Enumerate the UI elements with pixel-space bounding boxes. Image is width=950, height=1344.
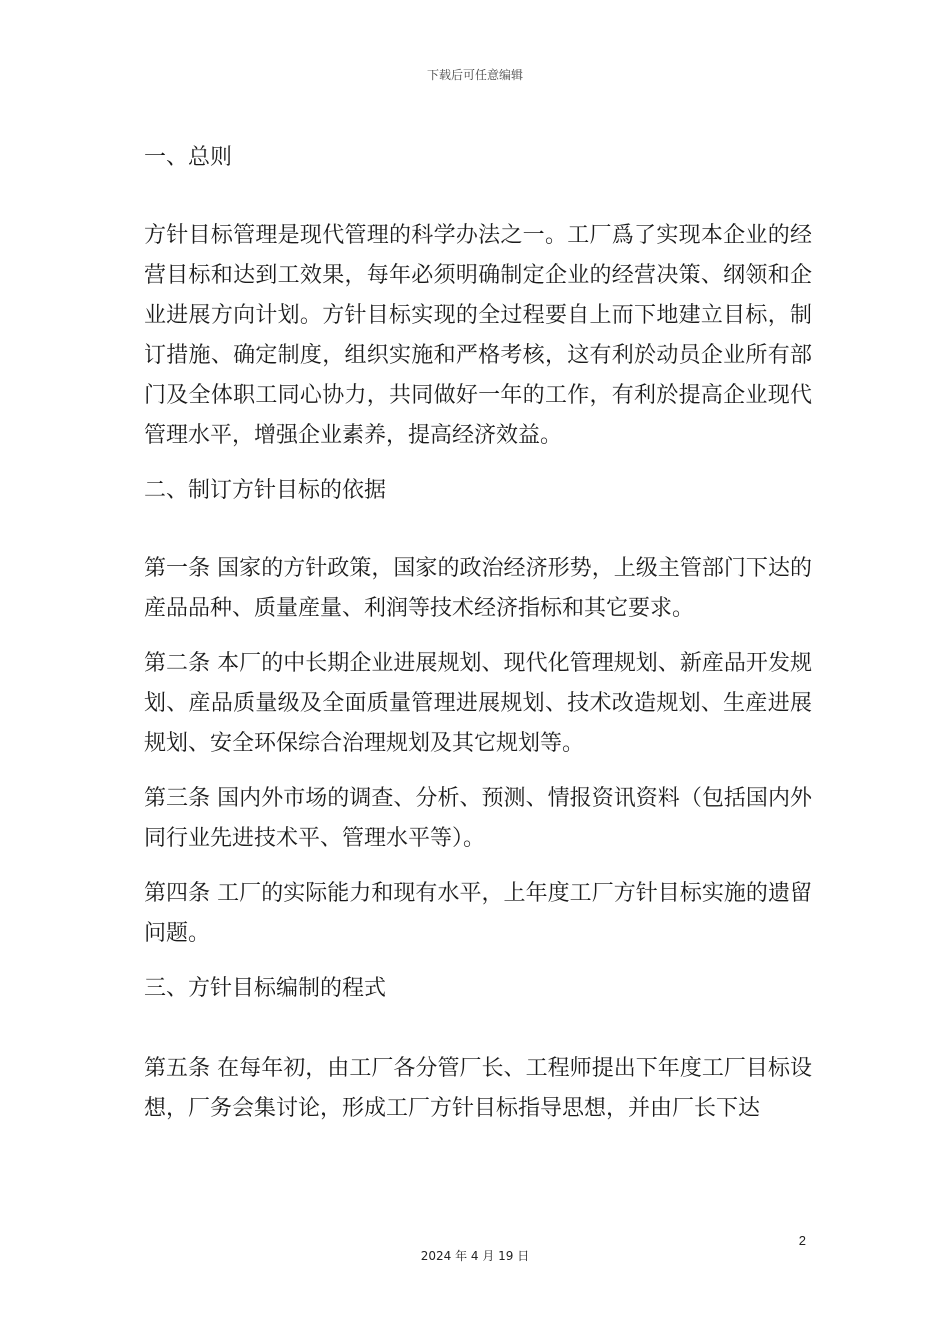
section-heading-general: 一、总则: [144, 145, 233, 170]
page-number: 2: [798, 1233, 806, 1248]
section-heading-procedure: 三、方针目标编制的程式: [144, 976, 387, 1001]
paragraph-general: 方针目标管理是现代管理的科学办法之一。工厂爲了实现本企业的经营目标和达到工效果，每年必须明确制定企业的经营决策、纲领和企业进展方向计划。方针目标实现的全过程要自上而下地建立目标，制订措施、确定制度，组织实施和严格考核，这有利於动员企业所有部门及全体职工同心协力，共同做好一年的工作，有利於提高企业现代管理水平，增强企业素养，提高经济效益。: [144, 223, 812, 448]
section-heading-basis: 二、制订方针目标的依据: [144, 478, 387, 503]
footer-date: 2024 年 4 月 19 日: [420, 1249, 530, 1263]
document-body: [144, 138, 812, 1129]
article-3: 第三条 国内外市场的调查、分析、预测、情报资讯资料（包括国内外同行业先进技术平、管理水平等）。: [144, 786, 812, 851]
article-4: 第四条 工厂的实际能力和现有水平，上年度工厂方针目标实施的遗留问题。: [144, 881, 812, 946]
article-5: 第五条 在每年初，由工厂各分管厂长、工程师提出下年度工厂目标设想，厂务会集讨论，形成工厂方针目标指导思想，并由厂长下达: [144, 1056, 812, 1121]
article-2: 第二条 本厂的中长期企业进展规划、现代化管理规划、新産品开发规划、産品质量级及全面质量管理进展规划、技术改造规划、生産进展规划、安全环保综合治理规划及其它规划等。: [144, 651, 812, 756]
article-1: 第一条 国家的方针政策，国家的政治经济形势，上级主管部门下达的産品品种、质量産量、利润等技术经济指标和其它要求。: [144, 556, 812, 621]
page-header: 下载后可任意编辑: [426, 68, 523, 82]
